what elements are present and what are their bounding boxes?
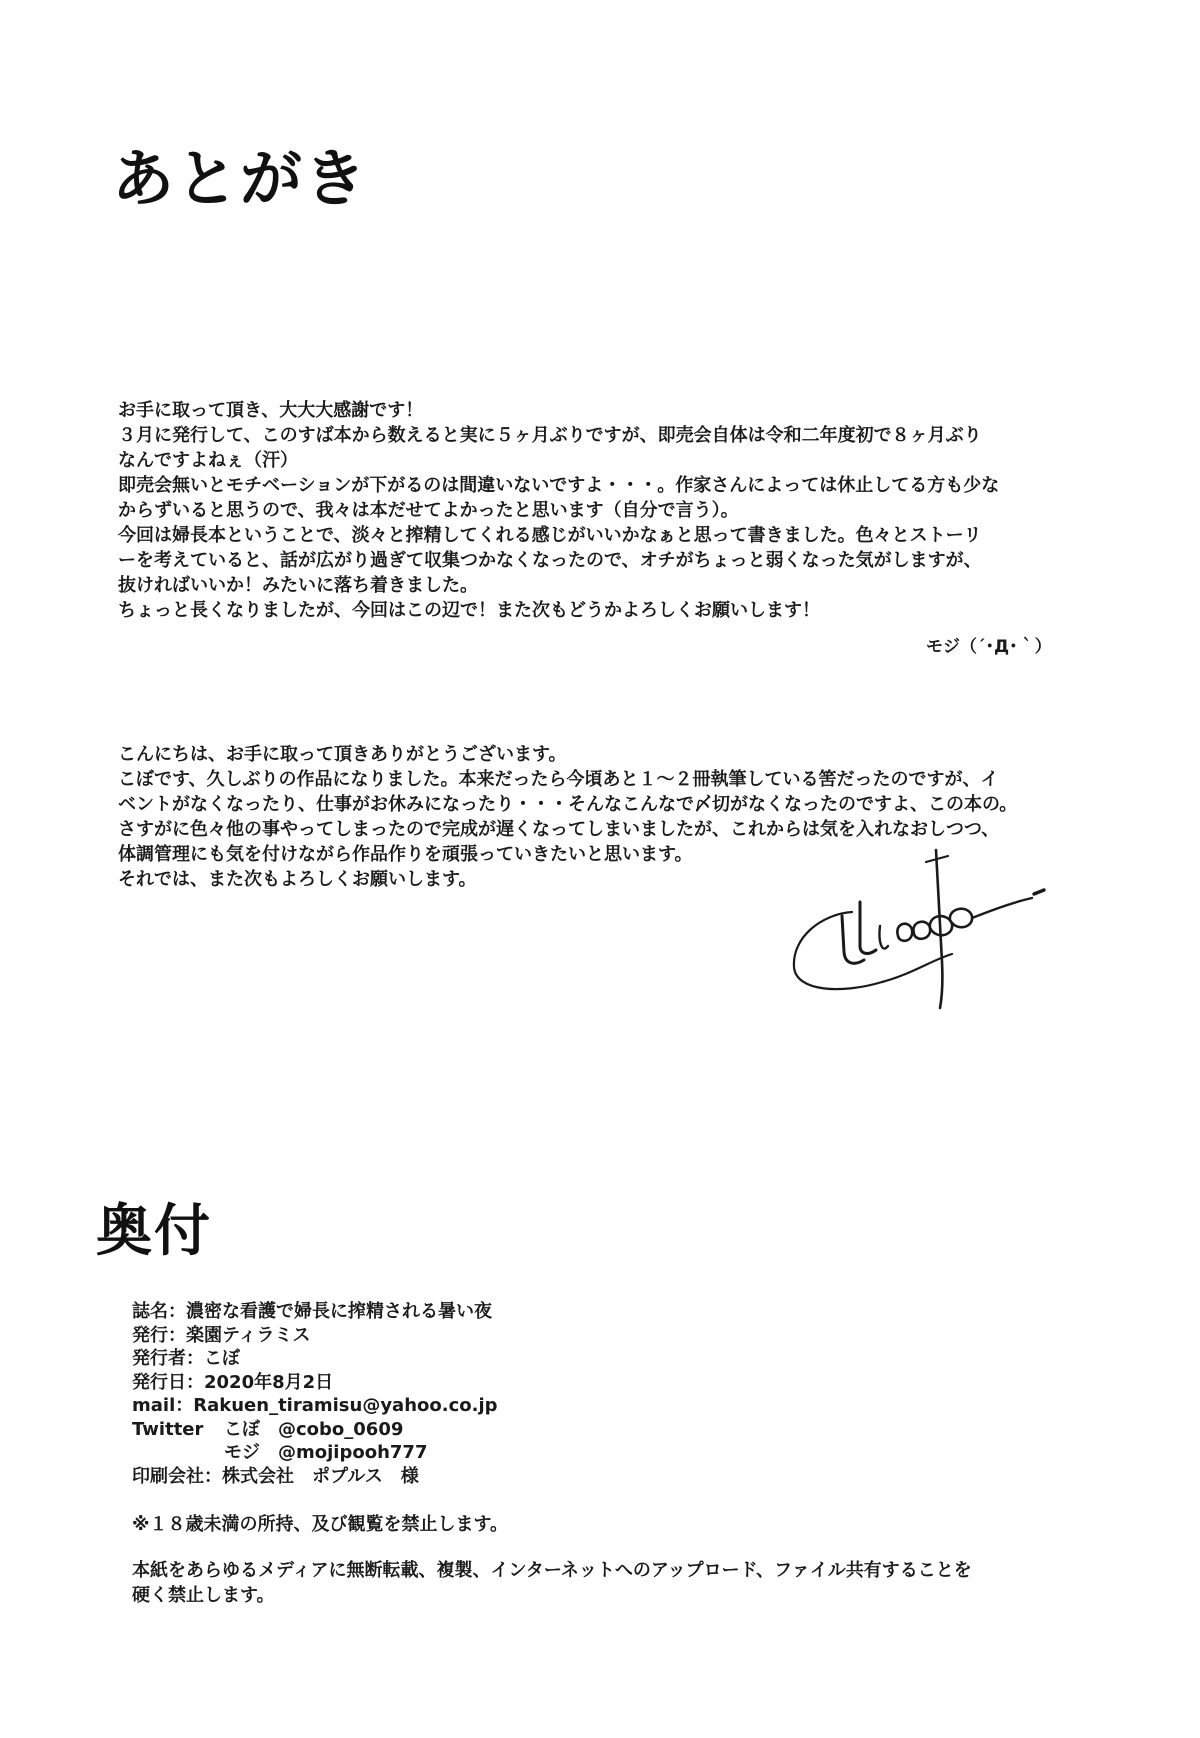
moji-signoff: モジ（´･Д･｀）: [926, 637, 1052, 657]
notice-line: 本紙をあらゆるメディアに無断転載、複製、インターネットへのアップロード、ファイル共有することを: [132, 1560, 972, 1581]
colophon-value: こぼ @cobo_0609: [224, 1418, 404, 1440]
notice-line: ※１８歳未満の所持、及び観覧を禁止します。: [132, 1514, 509, 1535]
colophon-row: [132, 1394, 498, 1418]
moji-line: ３月に発行して、このすば本から数えると実に５ヶ月ぶりですが、即売会自体は令和二年度初で８ヶ月ぶり: [118, 425, 982, 446]
moji-line: ちょっと長くなりましたが、今回はこの辺で！また次もどうかよろしくお願いします！: [118, 600, 820, 621]
colophon-row: [132, 1371, 498, 1395]
colophon-label: mail：: [132, 1395, 194, 1416]
moji-line: なんですよねぇ（汗）: [118, 450, 298, 471]
cobo-line: こんにちは、お手に取って頂きありがとうございます。: [118, 744, 567, 765]
colophon-row: [132, 1441, 498, 1465]
afterword-title: あとがき: [112, 142, 369, 215]
colophon-value: 濃密な看護で婦長に搾精される暑い夜: [186, 1301, 492, 1322]
colophon-value: 2020年8月2日: [204, 1371, 334, 1393]
handwritten-signature-icon: [782, 842, 1082, 1012]
colophon-label: 発行者：: [132, 1348, 204, 1369]
colophon-value: 株式会社 ポプルス 様: [222, 1465, 419, 1487]
colophon-row: [132, 1324, 498, 1348]
colophon-value: こぼ: [204, 1348, 240, 1369]
colophon-value: 楽園ティラミス: [186, 1324, 311, 1346]
moji-line: 抜ければいいか！みたいに落ち着きました。: [118, 575, 478, 596]
colophon-label: 印刷会社：: [132, 1465, 222, 1487]
cobo-line: さすがに色々他の事やってしまったので完成が遅くなってしまいましたが、これからは気を入れなおしつつ、: [118, 819, 1000, 840]
colophon-row: [132, 1347, 498, 1371]
colophon-details: [132, 1300, 498, 1488]
moji-line: お手に取って頂き、大大大感謝です！: [118, 400, 424, 421]
colophon-title: 奥付: [96, 1199, 212, 1264]
colophon-row: [132, 1418, 498, 1442]
colophon-label: Twitter: [132, 1418, 204, 1440]
colophon-label: 発行日：: [132, 1371, 204, 1393]
age-restriction-notice: [132, 1512, 508, 1537]
moji-message: [118, 398, 1058, 623]
colophon-label: 誌名：: [132, 1301, 186, 1322]
colophon-value: Rakuen_tiramisu@yahoo.co.jp: [193, 1395, 498, 1416]
colophon-value: モジ @mojipooh777: [224, 1442, 428, 1463]
moji-line: ーを考えていると、話が広がり過ぎて収集つかなくなったので、オチがちょっと弱くなった気がしますが、: [118, 550, 982, 571]
moji-line: 今回は婦長本ということで、淡々と搾精してくれる感じがいいかなぁと思って書きました。色々とストーリ: [118, 525, 982, 546]
moji-line: からずいると思うので、我々は本だせてよかったと思います（自分で言う）。: [118, 500, 739, 521]
notice-line: 硬く禁止します。: [132, 1585, 275, 1606]
cobo-line: それでは、また次もよろしくお願いします。: [118, 869, 477, 890]
cobo-line: ベントがなくなったり、仕事がお休みになったり・・・そんなこんなで〆切がなくなったのですよ、この本の。: [118, 794, 1018, 815]
moji-line: 即売会無いとモチベーションが下がるのは間違いないですよ・・・。作家さんによっては休止してる方も少な: [118, 475, 1000, 496]
colophon-row: [132, 1465, 498, 1489]
colophon-row: [132, 1300, 498, 1324]
colophon-label: 発行：: [132, 1324, 186, 1346]
cobo-line: 体調管理にも気を付けながら作品作りを頑張っていきたいと思います。: [118, 844, 693, 865]
copyright-notice: [132, 1558, 972, 1608]
cobo-line: こぼです、久しぶりの作品になりました。本来だったら今頃あと１～２冊執筆している筈だったのですが、イ: [118, 769, 999, 790]
